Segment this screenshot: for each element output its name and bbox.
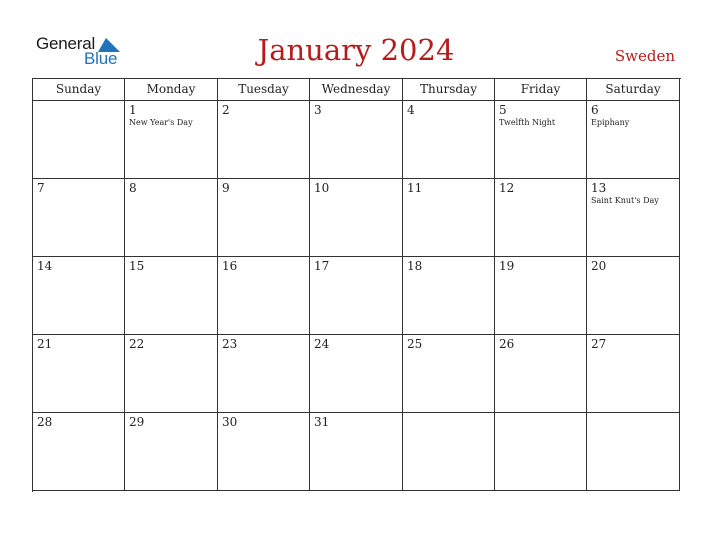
day-number: 18 <box>407 259 423 273</box>
day-cell <box>587 101 680 179</box>
day-number: 25 <box>407 337 423 351</box>
day-number: 27 <box>591 337 607 351</box>
day-number: 24 <box>314 337 330 351</box>
day-number: 15 <box>129 259 145 273</box>
day-number: 4 <box>407 103 415 117</box>
day-cell <box>125 335 218 413</box>
day-number: 29 <box>129 415 145 429</box>
day-cell <box>403 257 495 335</box>
day-cell <box>218 179 310 257</box>
day-number: 2 <box>222 103 230 117</box>
day-number: 30 <box>222 415 238 429</box>
day-cell <box>310 335 403 413</box>
calendar-title: January 2024 <box>257 33 455 67</box>
day-cell <box>310 413 403 491</box>
day-cell <box>403 335 495 413</box>
weekday-header-friday: Friday <box>495 79 587 101</box>
day-cell <box>33 413 125 491</box>
day-cell <box>587 413 680 491</box>
weekday-header-sunday: Sunday <box>33 79 125 101</box>
day-cell <box>125 179 218 257</box>
day-cell <box>33 179 125 257</box>
day-cell <box>495 335 587 413</box>
day-cell <box>495 101 587 179</box>
logo-text-blue: Blue <box>84 49 118 68</box>
holiday-label: New Year's Day <box>129 118 193 127</box>
day-number: 14 <box>37 259 53 273</box>
weekday-header-thursday: Thursday <box>403 79 495 101</box>
day-cell <box>587 179 680 257</box>
day-cell <box>218 257 310 335</box>
holiday-label: Epiphany <box>591 118 630 127</box>
day-cell <box>218 101 310 179</box>
day-cell <box>495 413 587 491</box>
holiday-label: Twelfth Night <box>499 118 556 127</box>
day-cell <box>125 101 218 179</box>
day-number: 1 <box>129 103 137 117</box>
day-cell <box>403 101 495 179</box>
day-cell <box>495 179 587 257</box>
day-number: 3 <box>314 103 322 117</box>
day-cell <box>310 179 403 257</box>
day-cell <box>125 257 218 335</box>
day-number: 7 <box>37 181 45 195</box>
logo-text-general: General <box>36 34 96 53</box>
day-number: 23 <box>222 337 238 351</box>
day-cell <box>587 335 680 413</box>
day-cell <box>33 335 125 413</box>
day-number: 11 <box>407 181 423 195</box>
day-number: 6 <box>591 103 599 117</box>
day-cell <box>125 413 218 491</box>
weekday-header-monday: Monday <box>125 79 218 101</box>
day-number: 19 <box>499 259 515 273</box>
calendar-grid <box>32 78 681 492</box>
day-cell <box>218 335 310 413</box>
day-number: 16 <box>222 259 238 273</box>
day-cell <box>310 101 403 179</box>
day-number: 26 <box>499 337 515 351</box>
country-label: Sweden <box>614 47 675 65</box>
day-number: 31 <box>314 415 330 429</box>
weekday-header-tuesday: Tuesday <box>218 79 310 101</box>
day-cell <box>495 257 587 335</box>
day-cell <box>310 257 403 335</box>
day-cell <box>33 101 125 179</box>
day-number: 28 <box>37 415 53 429</box>
day-number: 5 <box>499 103 507 117</box>
day-number: 20 <box>591 259 607 273</box>
day-number: 22 <box>129 337 145 351</box>
day-number: 8 <box>129 181 137 195</box>
day-cell <box>587 257 680 335</box>
day-number: 13 <box>591 181 607 195</box>
holiday-label: Saint Knut's Day <box>591 196 659 205</box>
day-cell <box>218 413 310 491</box>
day-number: 21 <box>37 337 53 351</box>
day-number: 17 <box>314 259 330 273</box>
day-cell <box>33 257 125 335</box>
day-number: 9 <box>222 181 230 195</box>
weekday-header-wednesday: Wednesday <box>310 79 403 101</box>
day-cell <box>403 413 495 491</box>
day-cell <box>403 179 495 257</box>
day-number: 12 <box>499 181 515 195</box>
weekday-header-saturday: Saturday <box>587 79 680 101</box>
day-number: 10 <box>314 181 330 195</box>
